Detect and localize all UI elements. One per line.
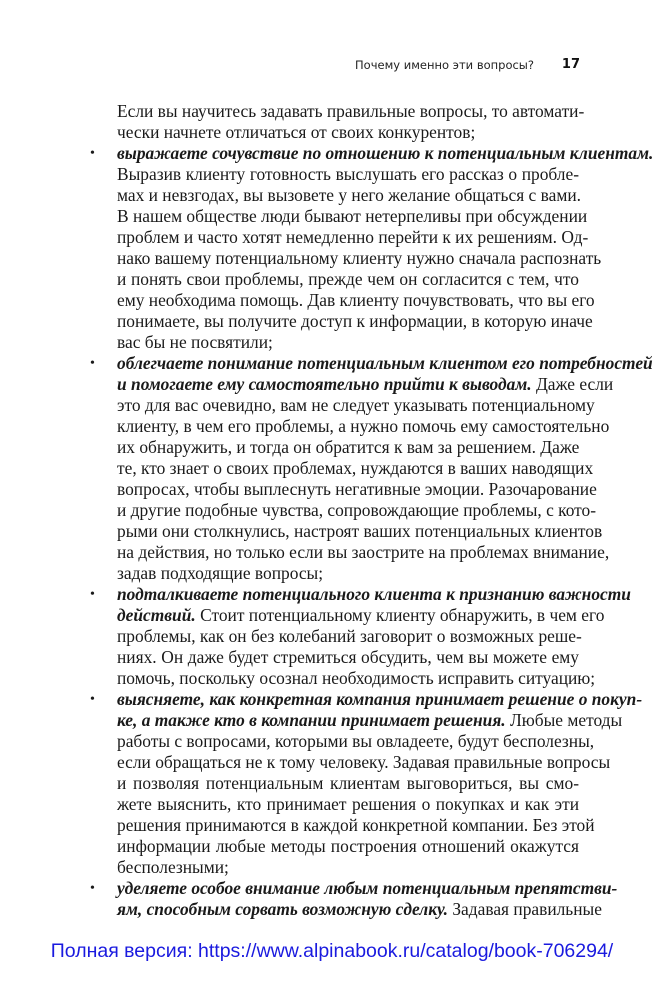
- text-segment: жете выяснить, кто принимает решения о покупках и как эти: [117, 794, 579, 814]
- text-line: [117, 101, 585, 122]
- running-header: [0, 58, 580, 78]
- body-text: [90, 101, 654, 920]
- bullet-icon: •: [90, 356, 95, 371]
- text-line: [117, 710, 623, 731]
- text-line: [117, 857, 579, 878]
- text-line: [117, 332, 579, 353]
- text-line: [117, 542, 610, 563]
- text-line: [117, 185, 579, 206]
- text-line: [117, 164, 579, 185]
- emphasized-text: ям, способным сорвать возможную сделку.: [117, 899, 448, 919]
- text-segment: В нашем обществе люди бывают нетерпеливы при обсуждении: [117, 206, 588, 226]
- text-line: [117, 794, 579, 815]
- text-segment: помочь, поскольку осознал необходимость исправить ситуацию;: [117, 668, 596, 688]
- text-line: [117, 899, 602, 920]
- full-version-link[interactable]: Полная версия: https://www.alpinabook.ru/catalog/book-706294/: [50, 940, 614, 962]
- emphasized-text: выясняете, как конкретная компания принимает решение о покуп-: [117, 689, 643, 709]
- text-segment: информации любые методы построения отношений окажутся: [117, 836, 579, 856]
- text-line: [117, 500, 597, 521]
- text-segment: Если вы научитесь задавать правильные вопросы, то автомати-: [117, 101, 585, 121]
- text-segment: нако вашему потенциальному клиенту нужно сначала распознать: [117, 248, 602, 268]
- text-line: [117, 248, 602, 269]
- text-line: [117, 458, 594, 479]
- text-line: [117, 479, 597, 500]
- text-line: [90, 689, 643, 710]
- text-segment: Задавая правильные: [448, 899, 602, 919]
- text-line: [117, 311, 593, 332]
- text-line: [117, 605, 605, 626]
- emphasized-text: выражаете сочувствие по отношению к потенциальным клиентам.: [117, 143, 654, 163]
- text-segment: на действия, но только если вы заострите на проблемах внимание,: [117, 542, 610, 562]
- text-line: [90, 353, 653, 374]
- text-line: [117, 773, 579, 794]
- text-segment: проблемы, как он без колебаний заговорит о возможных реше-: [117, 626, 582, 646]
- bullet-icon: •: [90, 692, 95, 707]
- text-line: [117, 269, 579, 290]
- text-segment: это для вас очевидно, вам не следует указывать потенциальному: [117, 395, 595, 415]
- bullet-icon: •: [90, 881, 95, 896]
- text-line: [117, 374, 614, 395]
- text-line: [117, 290, 595, 311]
- text-line: [117, 668, 596, 689]
- text-line: [117, 731, 595, 752]
- emphasized-text: ке, а также кто в компании принимает решения.: [117, 710, 506, 730]
- text-segment: решения принимаются в каждой конкретной компании. Без этой: [117, 815, 595, 835]
- text-segment: Любые методы: [505, 710, 623, 730]
- text-segment: и понять свои проблемы, прежде чем он согласится с тем, что: [117, 269, 579, 289]
- text-line: [117, 752, 611, 773]
- text-line: [90, 584, 631, 605]
- text-segment: мах и невзгодах, вы вызовете у него желание общаться с вами.: [117, 185, 581, 205]
- text-segment: клиенту, в чем его проблемы, а нужно помочь ему самостоятельно: [117, 416, 610, 436]
- text-segment: вас бы не посвятили;: [117, 332, 273, 352]
- text-line: [117, 836, 579, 857]
- text-segment: Стоит потенциальному клиенту обнаружить, в чем его: [195, 605, 605, 625]
- text-line: [117, 521, 603, 542]
- text-line: [117, 626, 582, 647]
- text-segment: чески начнете отличаться от своих конкурентов;: [117, 122, 476, 142]
- text-segment: Выразив клиенту готовность выслушать его рассказ о пробле-: [117, 164, 579, 184]
- text-line: [117, 563, 579, 584]
- text-segment: задав подходящие вопросы;: [117, 563, 324, 583]
- text-line: [117, 437, 579, 458]
- text-line: [117, 395, 595, 416]
- text-line: [90, 143, 654, 164]
- bullet-icon: •: [90, 146, 95, 161]
- text-segment: ему необходима помощь. Дав клиенту почувствовать, что вы его: [117, 290, 595, 310]
- text-segment: проблем и часто хотят немедленно перейти к их решениям. Од-: [117, 227, 589, 247]
- text-segment: понимаете, вы получите доступ к информации, в которую иначе: [117, 311, 593, 331]
- text-line: [117, 227, 589, 248]
- text-line: [117, 206, 588, 227]
- text-segment: ниях. Он даже будет стремиться обсудить, чем вы можете ему: [117, 647, 579, 667]
- text-segment: те, кто знает о своих проблемах, нуждаются в ваших наводящих: [117, 458, 594, 478]
- chapter-title: Почему именно эти вопросы?: [355, 58, 534, 72]
- text-segment: вопросах, чтобы выплеснуть негативные эмоции. Разочарование: [117, 479, 597, 499]
- text-segment: Даже если: [531, 374, 614, 394]
- text-segment: если обращаться не к тому человеку. Задавая правильные вопросы: [117, 752, 611, 772]
- emphasized-text: облегчаете понимание потенциальным клиентом его потребностей: [117, 353, 653, 373]
- text-segment: и другие подобные чувства, сопровождающие проблемы, с кото-: [117, 500, 597, 520]
- text-segment: работы с вопросами, которыми вы овладеете, будут бесполезны,: [117, 731, 595, 751]
- emphasized-text: действий.: [117, 605, 196, 625]
- text-line: [117, 122, 579, 143]
- text-line: [90, 878, 618, 899]
- bullet-icon: •: [90, 587, 95, 602]
- emphasized-text: и помогаете ему самостоятельно прийти к выводам.: [117, 374, 532, 394]
- text-segment: бесполезными;: [117, 857, 229, 877]
- text-segment: их обнаружить, и тогда он обратится к вам за решением. Даже: [117, 437, 580, 457]
- page-number: 17: [561, 57, 580, 72]
- emphasized-text: уделяете особое внимание любым потенциальным препятстви-: [117, 878, 618, 898]
- text-segment: рыми они столкнулись, настроят ваших потенциальных клиентов: [117, 521, 603, 541]
- text-segment: и позволяя потенциальным клиентам выговориться, вы смо-: [117, 773, 579, 793]
- text-line: [117, 647, 579, 668]
- text-line: [117, 815, 595, 836]
- emphasized-text: подталкиваете потенциального клиента к признанию важности: [117, 584, 631, 604]
- text-line: [117, 416, 610, 437]
